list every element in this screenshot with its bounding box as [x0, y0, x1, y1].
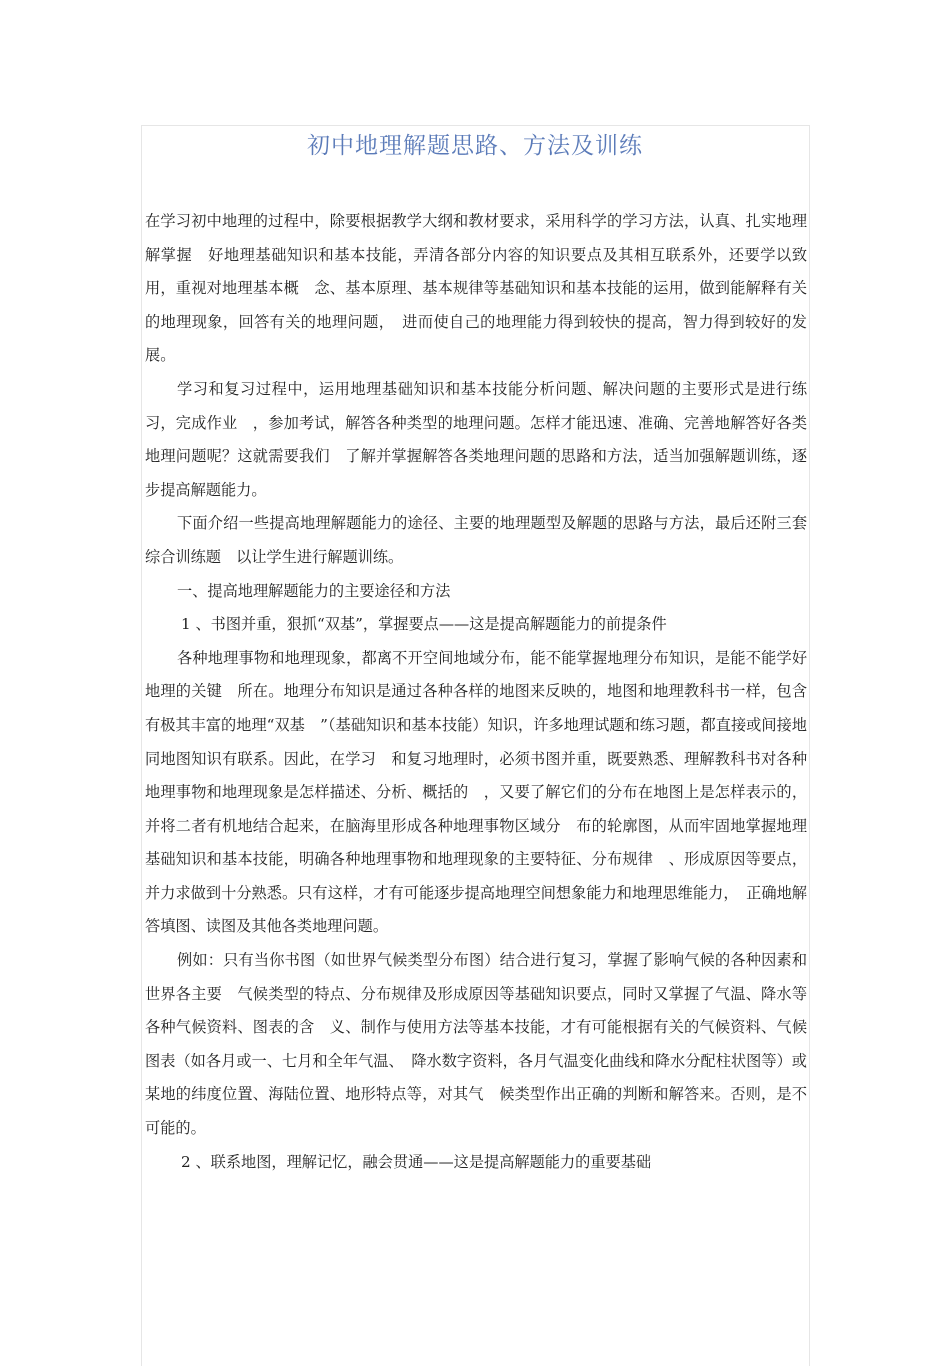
document-title: 初中地理解题思路、方法及训练 [307, 133, 643, 159]
paragraph-intro: 在学习初中地理的过程中，除要根据教学大纲和教材要求，采用科学的学习方法，认真、扎实地理解掌握 好地理基础知识和基本技能，弄清各部分内容的知识要点及其相互联系外，还要学以致用，重视对地理基本概 念、基本原理、基本规律等基础知识和基本技能的运用，做到能解释有关的地理现象，回答有关的地理问题， 进而使自己的地理能力得到较快的提高，智力得到较好的发展。 [145, 212, 807, 365]
section-heading-1: 一、提高地理解题能力的主要途径和方法 [177, 581, 451, 600]
paragraph-map-knowledge: 各种地理事物和地理现象，都离不开空间地域分布，能不能掌握地理分布知识，是能不能学好地理的关键 所在。地理分布知识是通过各种各样的地图来反映的，地图和地理教科书一样，包含有极其丰富的地理“双基 ”（基础知识和基本技能）知识，许多地理试题和练习题，都直接或间接地同地图知识有联系。因此，在学习 和复习地理时，必须书图并重，既要熟悉、理解教科书对各种地理事物和地理现象是怎样描述、分析、概括的 ，又要了解它们的分布在地图上是怎样表示的，并将二者有机地结合起来，在脑海里形成各种地理事物区域分 布的轮廓图，从而牢固地掌握地理基础知识和基本技能，明确各种地理事物和地理现象的主要特征、分布规律 、形成原因等要点，并力求做到十分熟悉。只有这样，才有可能逐步提高地理空间想象能力和地理思维能力， 正确地解答填图、读图及其他各类地理问题。 [145, 648, 807, 936]
paragraph-practice: 学习和复习过程中，运用地理基础知识和基本技能分析问题、解决问题的主要形式是进行练习，完成作业 ，参加考试，解答各种类型的地理问题。怎样才能迅速、准确、完善地解答好各类地理问题呢？这就需要我们 了解并掌握解答各类地理问题的思路和方法，适当加强解题训练，逐步提高解题能力。 [145, 379, 807, 499]
document-body [145, 205, 807, 1179]
paragraph-overview: 下面介绍一些提高地理解题能力的途径、主要的地理题型及解题的思路与方法，最后还附三套综合训练题 以让学生进行解题训练。 [145, 514, 807, 566]
subsection-heading-1: 1 、书图并重，狠抓“双基”，掌握要点——这是提高解题能力的前提条件 [181, 615, 667, 634]
paragraph-example: 例如：只有当你书图（如世界气候类型分布图）结合进行复习，掌握了影响气候的各种因素和世界各主要 气候类型的特点、分布规律及形成原因等基础知识要点，同时又掌握了气温、降水等各种气候资料、图表的含 义、制作与使用方法等基本技能，才有可能根据有关的气候资料、气候图表（如各月或一、七月和全年气温、 降水数字资料，各月气温变化曲线和降水分配柱状图等）或某地的纬度位置、海陆位置、地形特点等，对其气 候类型作出正确的判断和解答来。否则，是不可能的。 [145, 951, 807, 1138]
subsection-heading-2: 2 、联系地图，理解记忆，融会贯通——这是提高解题能力的重要基础 [181, 1152, 652, 1171]
